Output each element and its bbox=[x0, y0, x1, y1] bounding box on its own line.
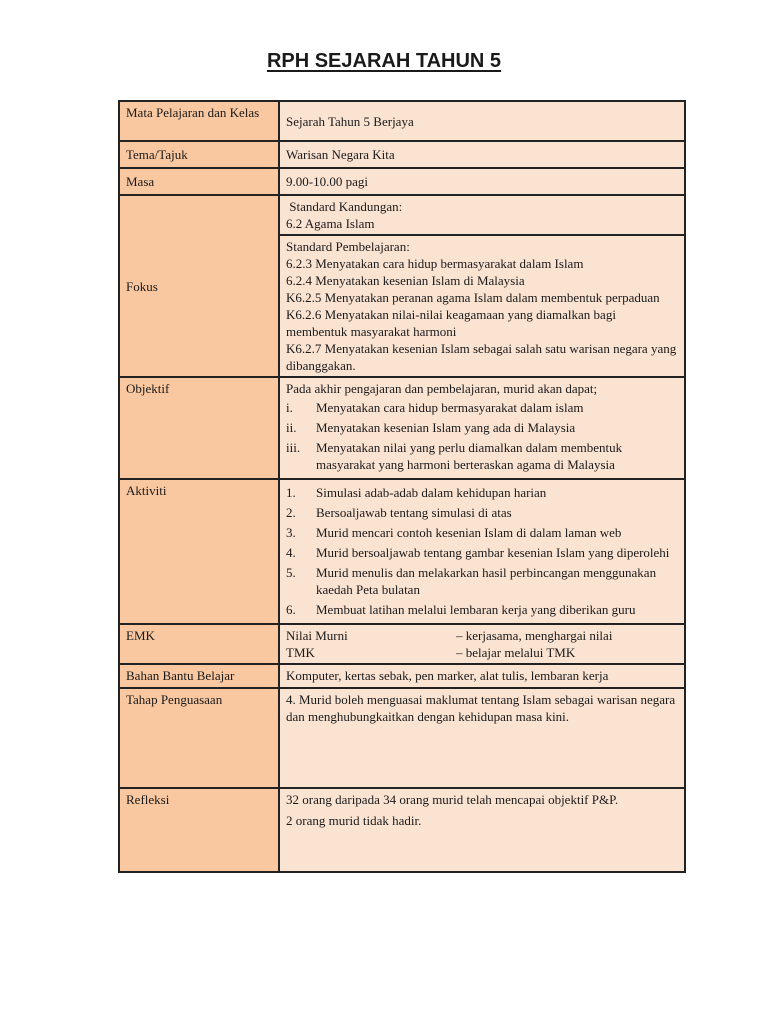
row-emk bbox=[119, 624, 685, 664]
row-tahap bbox=[119, 688, 685, 788]
sp-item: K6.2.6 Menyatakan nilai-nilai keagamaan yang diamalkan bagi membentuk masyarakat harmoni bbox=[286, 307, 616, 339]
row-bahan bbox=[119, 664, 685, 688]
label-tema: Tema/Tajuk bbox=[119, 141, 279, 168]
row-refleksi bbox=[119, 788, 685, 872]
row-tema bbox=[119, 141, 685, 168]
sp-item: K6.2.7 Menyatakan kesenian Islam sebagai salah satu warisan negara yang dibanggakan. bbox=[286, 341, 677, 373]
objektif-list bbox=[286, 399, 678, 473]
label-fokus: Fokus bbox=[119, 195, 279, 377]
emk-item: TMK – belajar melalui TMK bbox=[286, 645, 576, 660]
standard-pembelajaran-heading: Standard Pembelajaran: bbox=[286, 239, 410, 254]
lesson-plan-table bbox=[118, 100, 686, 873]
list-item: 2. Bersoaljawab tentang simulasi di atas bbox=[286, 505, 512, 520]
list-item: ii. Menyatakan kesenian Islam yang ada di Malaysia bbox=[286, 420, 576, 435]
document-title: RPH SEJARAH TAHUN 5 bbox=[266, 50, 502, 72]
label-mata-pelajaran: Mata Pelajaran dan Kelas bbox=[119, 101, 279, 141]
value-tema: Warisan Negara Kita bbox=[279, 141, 685, 168]
value-standard-kandungan bbox=[279, 195, 685, 235]
label-tahap: Tahap Penguasaan bbox=[119, 688, 279, 788]
row-mata-pelajaran bbox=[119, 101, 685, 141]
list-item: 4. Murid bersoaljawab tentang gambar kesenian Islam yang diperolehi bbox=[286, 545, 670, 560]
row-fokus-sk bbox=[119, 195, 685, 235]
aktiviti-list bbox=[286, 484, 678, 618]
list-item: 6. Membuat latihan melalui lembaran kerja yang diberikan guru bbox=[286, 602, 636, 617]
value-tahap: 4. Murid boleh menguasai maklumat tentang Islam sebagai warisan negara dan menghubungkaitkan dengan kehidupan masa kini. bbox=[279, 688, 685, 788]
value-refleksi bbox=[279, 788, 685, 872]
list-item: 5. Murid menulis dan melakarkan hasil perbincangan menggunakan kaedah Peta bulatan bbox=[286, 565, 657, 597]
value-emk bbox=[279, 624, 685, 664]
label-bahan: Bahan Bantu Belajar bbox=[119, 664, 279, 688]
list-item: i. Menyatakan cara hidup bermasyarakat dalam islam bbox=[286, 400, 584, 415]
row-masa bbox=[119, 168, 685, 195]
refleksi-line: 32 orang daripada 34 orang murid telah mencapai objektif P&P. bbox=[286, 792, 619, 807]
sp-item: 6.2.4 Menyatakan kesenian Islam di Malaysia bbox=[286, 273, 525, 288]
label-refleksi: Refleksi bbox=[119, 788, 279, 872]
standard-kandungan-heading: Standard Kandungan: bbox=[286, 199, 403, 214]
row-objektif bbox=[119, 377, 685, 479]
value-aktiviti bbox=[279, 479, 685, 624]
sp-item: K6.2.5 Menyatakan peranan agama Islam dalam membentuk perpaduan bbox=[286, 290, 660, 305]
value-masa: 9.00-10.00 pagi bbox=[279, 168, 685, 195]
refleksi-line: 2 orang murid tidak hadir. bbox=[286, 813, 422, 828]
value-standard-pembelajaran bbox=[279, 235, 685, 377]
objektif-intro: Pada akhir pengajaran dan pembelajaran, murid akan dapat; bbox=[286, 381, 598, 396]
standard-kandungan-value: 6.2 Agama Islam bbox=[286, 216, 375, 231]
row-aktiviti bbox=[119, 479, 685, 624]
value-mata-pelajaran: Sejarah Tahun 5 Berjaya bbox=[279, 101, 685, 141]
sp-item: 6.2.3 Menyatakan cara hidup bermasyarakat dalam Islam bbox=[286, 256, 584, 271]
list-item: 3. Murid mencari contoh kesenian Islam di dalam laman web bbox=[286, 525, 622, 540]
label-emk: EMK bbox=[119, 624, 279, 664]
label-aktiviti: Aktiviti bbox=[119, 479, 279, 624]
value-bahan: Komputer, kertas sebak, pen marker, alat tulis, lembaran kerja bbox=[279, 664, 685, 688]
label-masa: Masa bbox=[119, 168, 279, 195]
value-objektif bbox=[279, 377, 685, 479]
list-item: iii. Menyatakan nilai yang perlu diamalkan dalam membentuk masyarakat yang harmoni berteraskan agama di Malaysia bbox=[286, 440, 623, 472]
emk-item: Nilai Murni – kerjasama, menghargai nilai bbox=[286, 628, 613, 643]
label-objektif: Objektif bbox=[119, 377, 279, 479]
list-item: 1. Simulasi adab-adab dalam kehidupan harian bbox=[286, 485, 547, 500]
